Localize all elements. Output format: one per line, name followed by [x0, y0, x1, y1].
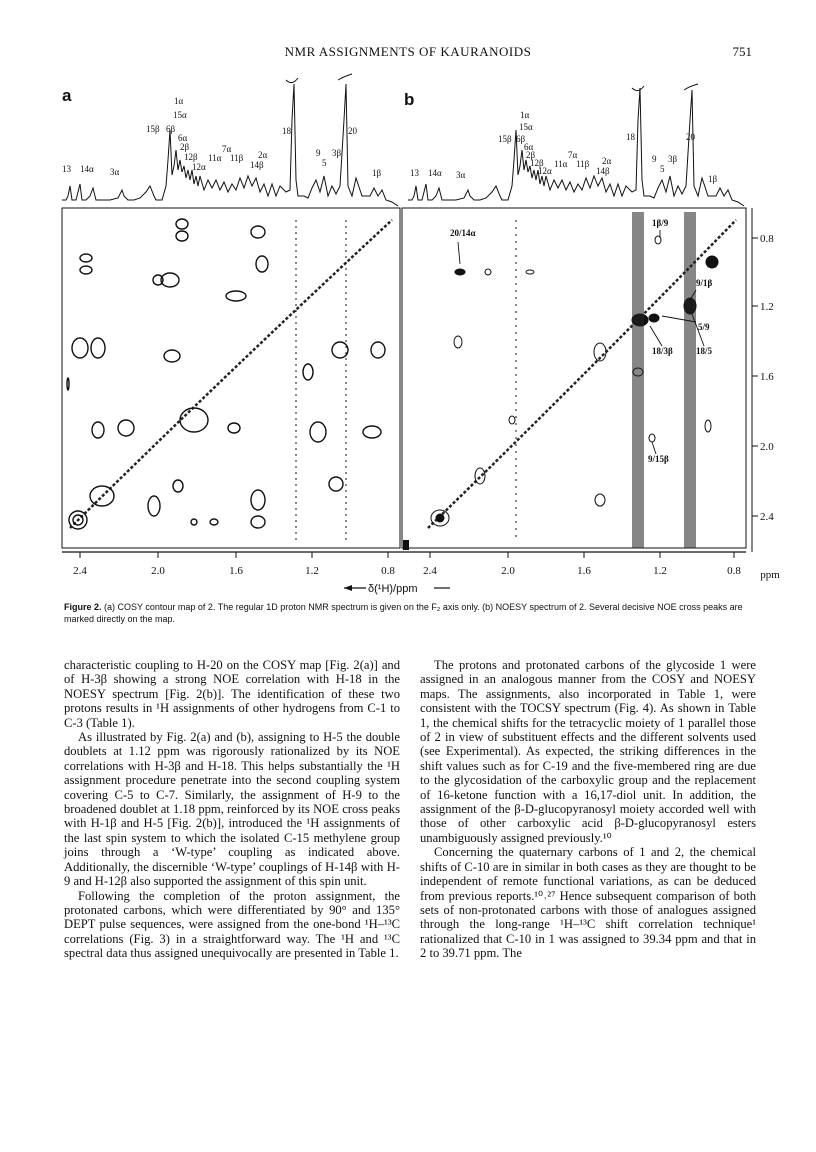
- x-tick-label: 0.8: [381, 565, 395, 577]
- peak-label: 3α: [110, 167, 120, 177]
- peak-label: 14α: [428, 168, 442, 178]
- peak-label: 14β: [596, 166, 610, 176]
- peak-label: 2α: [258, 150, 268, 160]
- y-tick-label: 1.6: [760, 371, 774, 383]
- noesy-streaks: [403, 212, 696, 550]
- peak-labels-a: [62, 96, 382, 178]
- cosy-cross-peaks: [67, 219, 385, 529]
- x-tick-label: 0.8: [727, 565, 741, 577]
- running-title: NMR ASSIGNMENTS OF KAURANOIDS: [284, 44, 532, 59]
- peak-label: 14α: [80, 164, 94, 174]
- paragraph: As illustrated by Fig. 2(a) and (b), assigning to H-5 the double doublets at 1.12 ppm was rigorously rationalized by its NOE correlations with H-3β and H-18. This helps substantially the ¹H assignment procedure penetrate into the second coupling system covering C-5 to C-7. Similarly, the assignment of H-9 to the broadened doublet at 1.18 ppm, reinforced by its NOE cross peaks with H-1β and H-5 [Fig. 2(b)], introduced the ¹H assignments of the last spin system to which the isolated C-15 methylene group joins through a ‘W-type’ coupling as indicated above. Additionally, the discernible ‘W-type’ couplings of H-14β with H-9 and H-12β also supported the assignment of this spin unit.: [64, 730, 400, 889]
- noesy-cross-peaks: [431, 236, 718, 526]
- spectrum-1d-b: [408, 84, 744, 206]
- paragraph: Following the completion of the proton assignment, the protonated carbons, which were differentiated by 90° and 135° DEPT pulse sequences, were assigned from the one-bond ¹H–¹³C correlations (Fig. 3) in a straightforward way. The ¹H and ¹³C spectral data thus assigned unequivocally are presented in Table 1.: [64, 888, 400, 961]
- page-number: 751: [732, 44, 752, 59]
- peak-label: 20: [348, 126, 357, 136]
- x-tick-label: 1.2: [653, 565, 667, 577]
- peak-label: 2β: [180, 142, 190, 152]
- y-axis-labels: [760, 233, 774, 523]
- y-tick-label: 2.0: [760, 441, 774, 453]
- x-axis-title: [344, 583, 450, 595]
- noe-label: 20/14α: [450, 228, 476, 238]
- x-tick-label: 2.4: [423, 565, 437, 577]
- noe-label: 18/3β: [652, 346, 673, 356]
- peak-label: 13: [410, 168, 419, 178]
- y-axis-ticks: [752, 238, 758, 516]
- peak-label: 3β: [668, 154, 678, 164]
- peak-label: 2α: [602, 156, 612, 166]
- peak-label: 6α: [524, 142, 534, 152]
- peak-label: 15β: [498, 134, 512, 144]
- paragraph: characteristic coupling to H-20 on the COSY map [Fig. 2(a)] and of H-3β showing a strong NOE correlation with H-18 in the NOESY spectrum [Fig. 2(b)]. The identification of these two protons results in ¹H assignments of other hydrogens from C-1 to C-3 (Table 1).: [64, 658, 400, 730]
- peak-label: 12α: [192, 162, 206, 172]
- peak-label: 15β: [146, 124, 160, 134]
- cosy-diagonal: [70, 220, 392, 528]
- panel-label-b: b: [404, 90, 415, 109]
- y-tick-label: 1.2: [760, 301, 774, 313]
- peak-label: 3α: [456, 170, 466, 180]
- peak-label: 6β: [516, 134, 526, 144]
- ppm-unit: ppm: [760, 569, 780, 581]
- peak-label: 12α: [538, 166, 552, 176]
- panel-label-a: a: [62, 86, 72, 105]
- peak-label: 12β: [530, 158, 544, 168]
- peak-label: 18: [626, 132, 635, 142]
- x-axis-labels: [73, 565, 780, 581]
- peak-label: 6β: [166, 124, 176, 134]
- peak-label: 7α: [568, 150, 578, 160]
- x-tick-label: 1.6: [577, 565, 591, 577]
- noe-label: 1β/9: [652, 218, 669, 228]
- paragraph: The protons and protonated carbons of the glycoside 1 were assigned in an analogous manner from the COSY and NOESY maps. The assignments, also incorporated in Table 1, were consistent with the TOCSY spectrum (Fig. 4). As shown in Table 1, the chemical shifts for the tetracyclic moiety of 1 parallel those of 2 in view of substituent effects and the different solvents used (see Experimental). As expected, the striking differences in the shift values such as for C-19 and the five-membered ring are due to the glycosidation of the carboxylic group and the replacement of 16-ketone function with a 16,17-diol unit. In addition, the assignment of the β-D-glucopyranosyl moiety accorded well with those of other carboxylic acid β-D-glucopyranosyl esters unambiguously assigned previously.¹⁰: [420, 658, 756, 845]
- peak-label: 1β: [708, 174, 718, 184]
- peak-label: 2β: [526, 150, 536, 160]
- peak-label: 3β: [332, 148, 342, 158]
- x-axis-label: δ(¹H)/ppm: [368, 583, 418, 595]
- peak-label: 6α: [178, 133, 188, 143]
- noe-label: 9/15β: [648, 454, 669, 464]
- spectrum-1d-a: [62, 74, 398, 206]
- x-tick-label: 1.2: [305, 565, 319, 577]
- peak-label: 18: [282, 126, 291, 136]
- cosy-streaks: [296, 220, 346, 540]
- peak-label: 11α: [208, 153, 222, 163]
- peak-label: 12β: [184, 152, 198, 162]
- peak-label: 11β: [576, 159, 590, 169]
- left-column: [64, 658, 400, 961]
- noe-labels: [450, 218, 713, 464]
- caption-label: Figure 2.: [64, 602, 102, 612]
- x-tick-label: 2.0: [501, 565, 515, 577]
- noe-label: 18/5: [696, 346, 713, 356]
- peak-label: 1β: [372, 168, 382, 178]
- peak-label: 5: [660, 164, 665, 174]
- peak-label: 20: [686, 132, 695, 142]
- peak-label: 13: [62, 164, 71, 174]
- noe-arrows: [458, 230, 704, 454]
- paragraph: Concerning the quaternary carbons of 1 and 2, the chemical shifts of C-10 are in similar in both cases as they are thought to be independent of remote functional variations, as can be deduced from previous reports.¹⁰˒²⁷ Hence subsequent comparison of both sets of non-protonated carbons with those of analogues assigned through the long-range ¹H–¹³C shift correlation technique¹ rationalized that C-10 in 1 was assigned to 39.34 ppm and that in 2 to 39.71 ppm. The: [420, 845, 756, 961]
- caption-text: (a) COSY contour map of 2. The regular 1D proton NMR spectrum is given on the F₂ axis only. (b) NOESY spectrum of 2. Several decisive NOE cross peaks are marked directly on the map.: [64, 602, 743, 624]
- right-column: [420, 658, 756, 961]
- x-axis-ticks: [80, 552, 734, 558]
- peak-label: 9: [316, 148, 321, 158]
- x-tick-label: 1.6: [229, 565, 243, 577]
- peak-label: 15α: [173, 110, 187, 120]
- peak-label: 5: [322, 158, 327, 168]
- y-tick-label: 0.8: [760, 233, 774, 245]
- peak-label: 11β: [230, 153, 244, 163]
- x-tick-label: 2.0: [151, 565, 165, 577]
- peak-label: 11α: [554, 159, 568, 169]
- peak-label: 9: [652, 154, 657, 164]
- peak-label: 1α: [174, 96, 184, 106]
- peak-labels-b: [410, 110, 718, 184]
- peak-label: 7α: [222, 144, 232, 154]
- noe-label: 9/1β: [696, 278, 713, 288]
- noe-label: 5/9: [698, 322, 710, 332]
- figure-caption: [64, 601, 756, 625]
- y-tick-label: 2.4: [760, 511, 774, 523]
- peak-label: 15α: [519, 122, 533, 132]
- peak-label: 14β: [250, 160, 264, 170]
- x-tick-label: 2.4: [73, 565, 87, 577]
- peak-label: 1α: [520, 110, 530, 120]
